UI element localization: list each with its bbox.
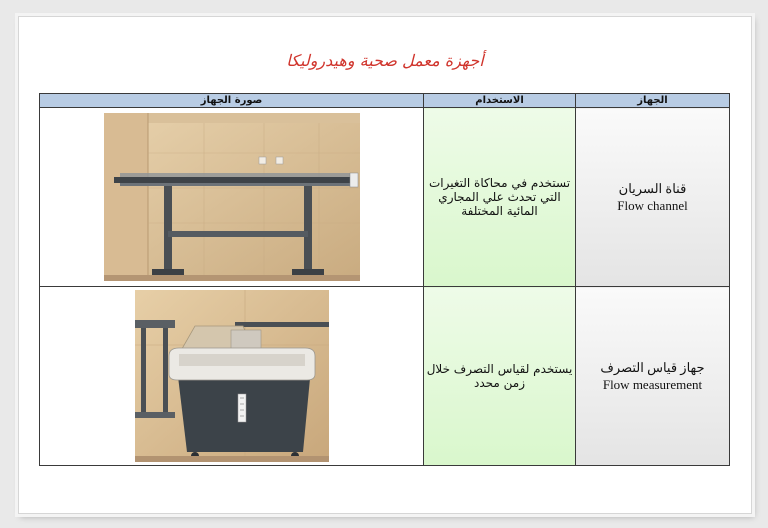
usage-cell: تستخدم في محاكاة التغيرات التي تحدث علي المجاري المائية المختلفة xyxy=(424,108,576,287)
page-title: أجهزة معمل صحية وهيدروليكا xyxy=(286,51,484,70)
usage-cell: يستخدم لقياس التصرف خلال زمن محدد xyxy=(424,287,576,466)
slide xyxy=(18,16,752,514)
image-cell xyxy=(40,108,424,287)
device-cell xyxy=(576,287,730,466)
devices-table xyxy=(39,93,730,466)
device-name-en: Flow measurement xyxy=(602,377,703,392)
header-device: الجهاز xyxy=(576,94,730,108)
header-usage: الاستخدام xyxy=(424,94,576,108)
table-row xyxy=(40,287,730,466)
image-cell xyxy=(40,287,424,466)
device-name-ar: جهاز قياس التصرف xyxy=(600,360,705,375)
flow-channel-photo xyxy=(104,113,360,281)
table-header-row xyxy=(40,94,730,108)
flow-measurement-photo xyxy=(135,290,329,462)
device-name-en: Flow channel xyxy=(617,198,688,213)
table-row xyxy=(40,108,730,287)
header-image: صورة الجهاز xyxy=(40,94,424,108)
device-name-ar: قناة السريان xyxy=(618,181,687,196)
device-cell xyxy=(576,108,730,287)
